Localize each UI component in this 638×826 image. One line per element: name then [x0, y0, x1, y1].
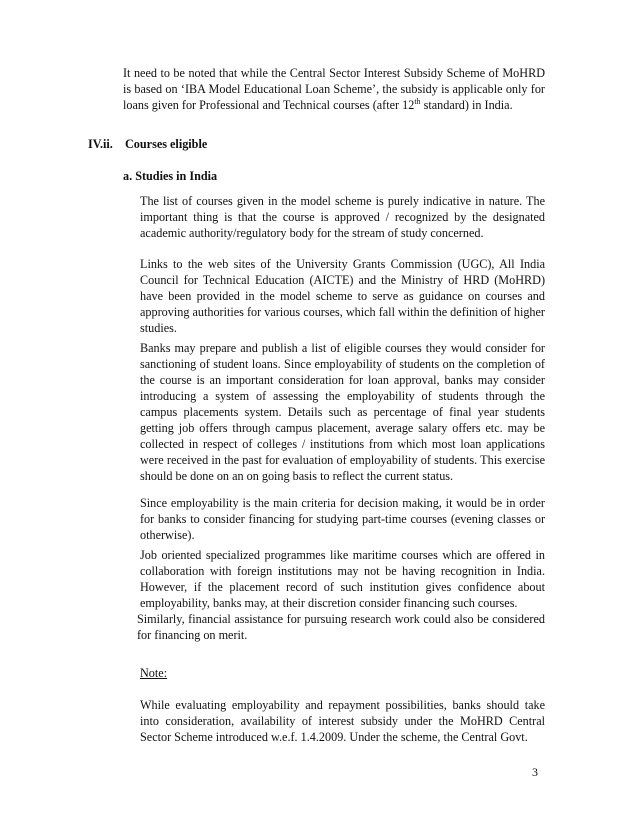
section-heading	[88, 136, 207, 152]
paragraph-specialized-programmes: Job oriented specialized programmes like maritime courses which are offered in collaboration with foreign institutions may not be having recognition in India. However, if the placement record of such institution gives confidence about employability, banks may, at their discretion consider financing such courses.	[140, 548, 545, 610]
paragraph-research-work: Similarly, financial assistance for pursuing research work could also be considered for financing on merit.	[137, 612, 545, 642]
superscript-th: th	[414, 96, 421, 106]
section-number: IV.ii.	[88, 137, 113, 151]
paragraph-eligible-courses-list: Banks may prepare and publish a list of eligible courses they would consider for sanctioning of student loans. Since employability of students on the completion of the course is an important consideration for loan approval, banks may consider introducing a system of assessing the employability of students through the campus placements system. Details such as percentage of final year students getting job offers through campus placement, average salary offers etc. may be collected in respect of colleges / institutions from which most loan applications were received in the past for evaluation of employability of students. This exercise should be done on an on going basis to reflect the current status.	[140, 341, 545, 483]
paragraph-courses-indicative: The list of courses given in the model scheme is purely indicative in nature. The important thing is that the course is approved / recognized by the designated academic authority/regulatory body for the stream of study concerned.	[140, 194, 545, 240]
paragraph-web-links: Links to the web sites of the University Grants Commission (UGC), All India Council for Technical Education (AICTE) and the Ministry of HRD (MoHRD) have been provided in the model scheme to serve as guidance on courses and approving authorities for various courses, which fall within the definition of higher studies.	[140, 257, 545, 335]
section-title: Courses eligible	[125, 137, 208, 151]
note-paragraph: While evaluating employability and repayment possibilities, banks should take into consideration, availability of interest subsidy under the MoHRD Central Sector Scheme introduced w.e.f. 1.4.2009. Under the scheme, the Central Govt.	[140, 698, 545, 744]
intro-text: It need to be noted that while the Central Sector Interest Subsidy Scheme of MoHRD is based on ‘IBA Model Educational Loan Scheme’, the subsidy is applicable only for loans given for Professional and Technical courses (after 12	[123, 66, 545, 112]
intro-paragraph	[123, 65, 545, 113]
note-label: Note:	[140, 666, 168, 680]
intro-text-end: standard) in India.	[420, 98, 513, 112]
page-number: 3	[532, 765, 538, 779]
paragraph-part-time-courses: Since employability is the main criteria for decision making, it would be in order for banks to consider financing for studying part-time courses (evening classes or otherwise).	[140, 496, 545, 542]
subsection-heading: a. Studies in India	[123, 169, 218, 183]
